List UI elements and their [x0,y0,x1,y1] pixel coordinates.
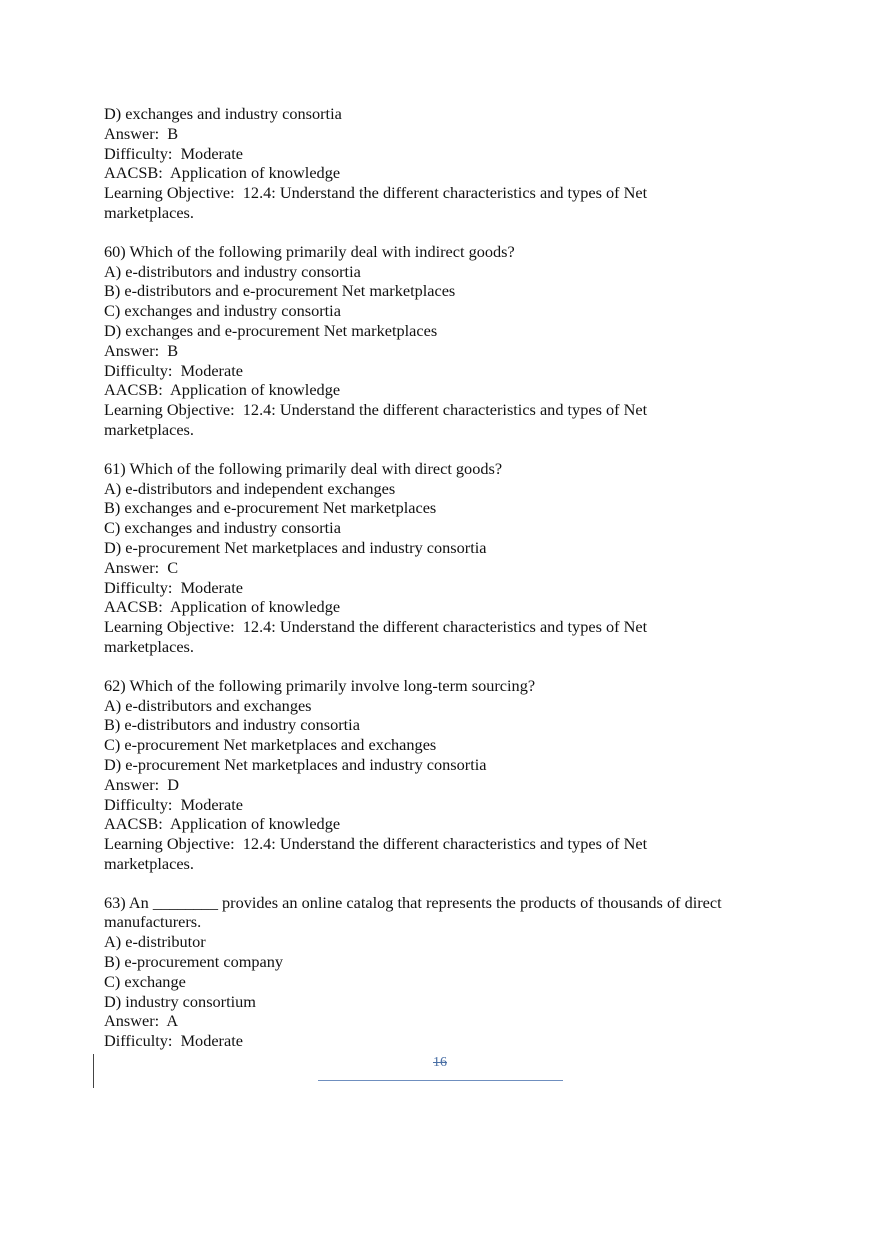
answer-line: Answer: B [104,340,179,360]
option-b: B) e-distributors and industry consortia [104,715,360,735]
option-d: D) e-procurement Net marketplaces and industry consortia [104,754,487,774]
text-line: marketplaces. [104,636,194,656]
answer-line: Answer: C [104,557,179,577]
aacsb-line: AACSB: Application of knowledge [104,814,341,834]
option-a: A) e-distributor [104,932,206,952]
text-line: marketplaces. [104,853,194,873]
option-d: D) exchanges and e-procurement Net marketplaces [104,320,438,340]
text-line: marketplaces. [104,419,194,439]
learning-objective-line: Learning Objective: 12.4: Understand the different characteristics and types of Net [104,183,648,203]
learning-objective-line: Learning Objective: 12.4: Understand the different characteristics and types of Net [104,834,648,854]
question-block-63 [104,893,804,1051]
option-d: D) industry consortium [104,991,256,1011]
difficulty-line: Difficulty: Moderate [104,360,243,380]
page-content [104,104,804,1070]
question-text: 60) Which of the following primarily deal with indirect goods? [104,241,515,261]
question-block-62 [104,676,804,874]
option-d: D) e-procurement Net marketplaces and industry consortia [104,537,487,557]
option-a: A) e-distributors and exchanges [104,695,312,715]
option-a: A) e-distributors and industry consortia [104,261,361,281]
answer-line: Answer: D [104,774,180,794]
difficulty-line: Difficulty: Moderate [104,143,243,163]
option-b: B) e-distributors and e-procurement Net marketplaces [104,281,456,301]
aacsb-line: AACSB: Application of knowledge [104,163,341,183]
text-line: D) exchanges and industry consortia [104,104,342,123]
learning-objective-line: Learning Objective: 12.4: Understand the different characteristics and types of Net [104,400,648,420]
option-c: C) exchanges and industry consortia [104,301,341,321]
question-block-60 [104,242,804,440]
question-text: 63) An ________ provides an online catalog that represents the products of thousands of direct [104,892,722,912]
question-block [104,104,804,223]
option-c: C) e-procurement Net marketplaces and exchanges [104,735,437,755]
option-b: B) e-procurement company [104,952,284,972]
option-b: B) exchanges and e-procurement Net marketplaces [104,498,437,518]
question-text-continued: manufacturers. [104,912,202,932]
difficulty-line: Difficulty: Moderate [104,1031,243,1051]
question-block-61 [104,459,804,657]
option-c: C) exchange [104,971,186,991]
option-a: A) e-distributors and independent exchanges [104,478,396,498]
difficulty-line: Difficulty: Moderate [104,794,243,814]
page-number: 16 [433,1055,447,1070]
answer-line: Answer: B [104,123,179,143]
aacsb-line: AACSB: Application of knowledge [104,597,341,617]
question-text: 61) Which of the following primarily deal with direct goods? [104,458,503,478]
option-c: C) exchanges and industry consortia [104,518,341,538]
difficulty-line: Difficulty: Moderate [104,577,243,597]
text-line: marketplaces. [104,202,194,222]
answer-line: Answer: A [104,1011,179,1031]
question-text: 62) Which of the following primarily involve long-term sourcing? [104,675,536,695]
learning-objective-line: Learning Objective: 12.4: Understand the different characteristics and types of Net [104,617,648,637]
aacsb-line: AACSB: Application of knowledge [104,380,341,400]
footer-divider [318,1080,563,1081]
